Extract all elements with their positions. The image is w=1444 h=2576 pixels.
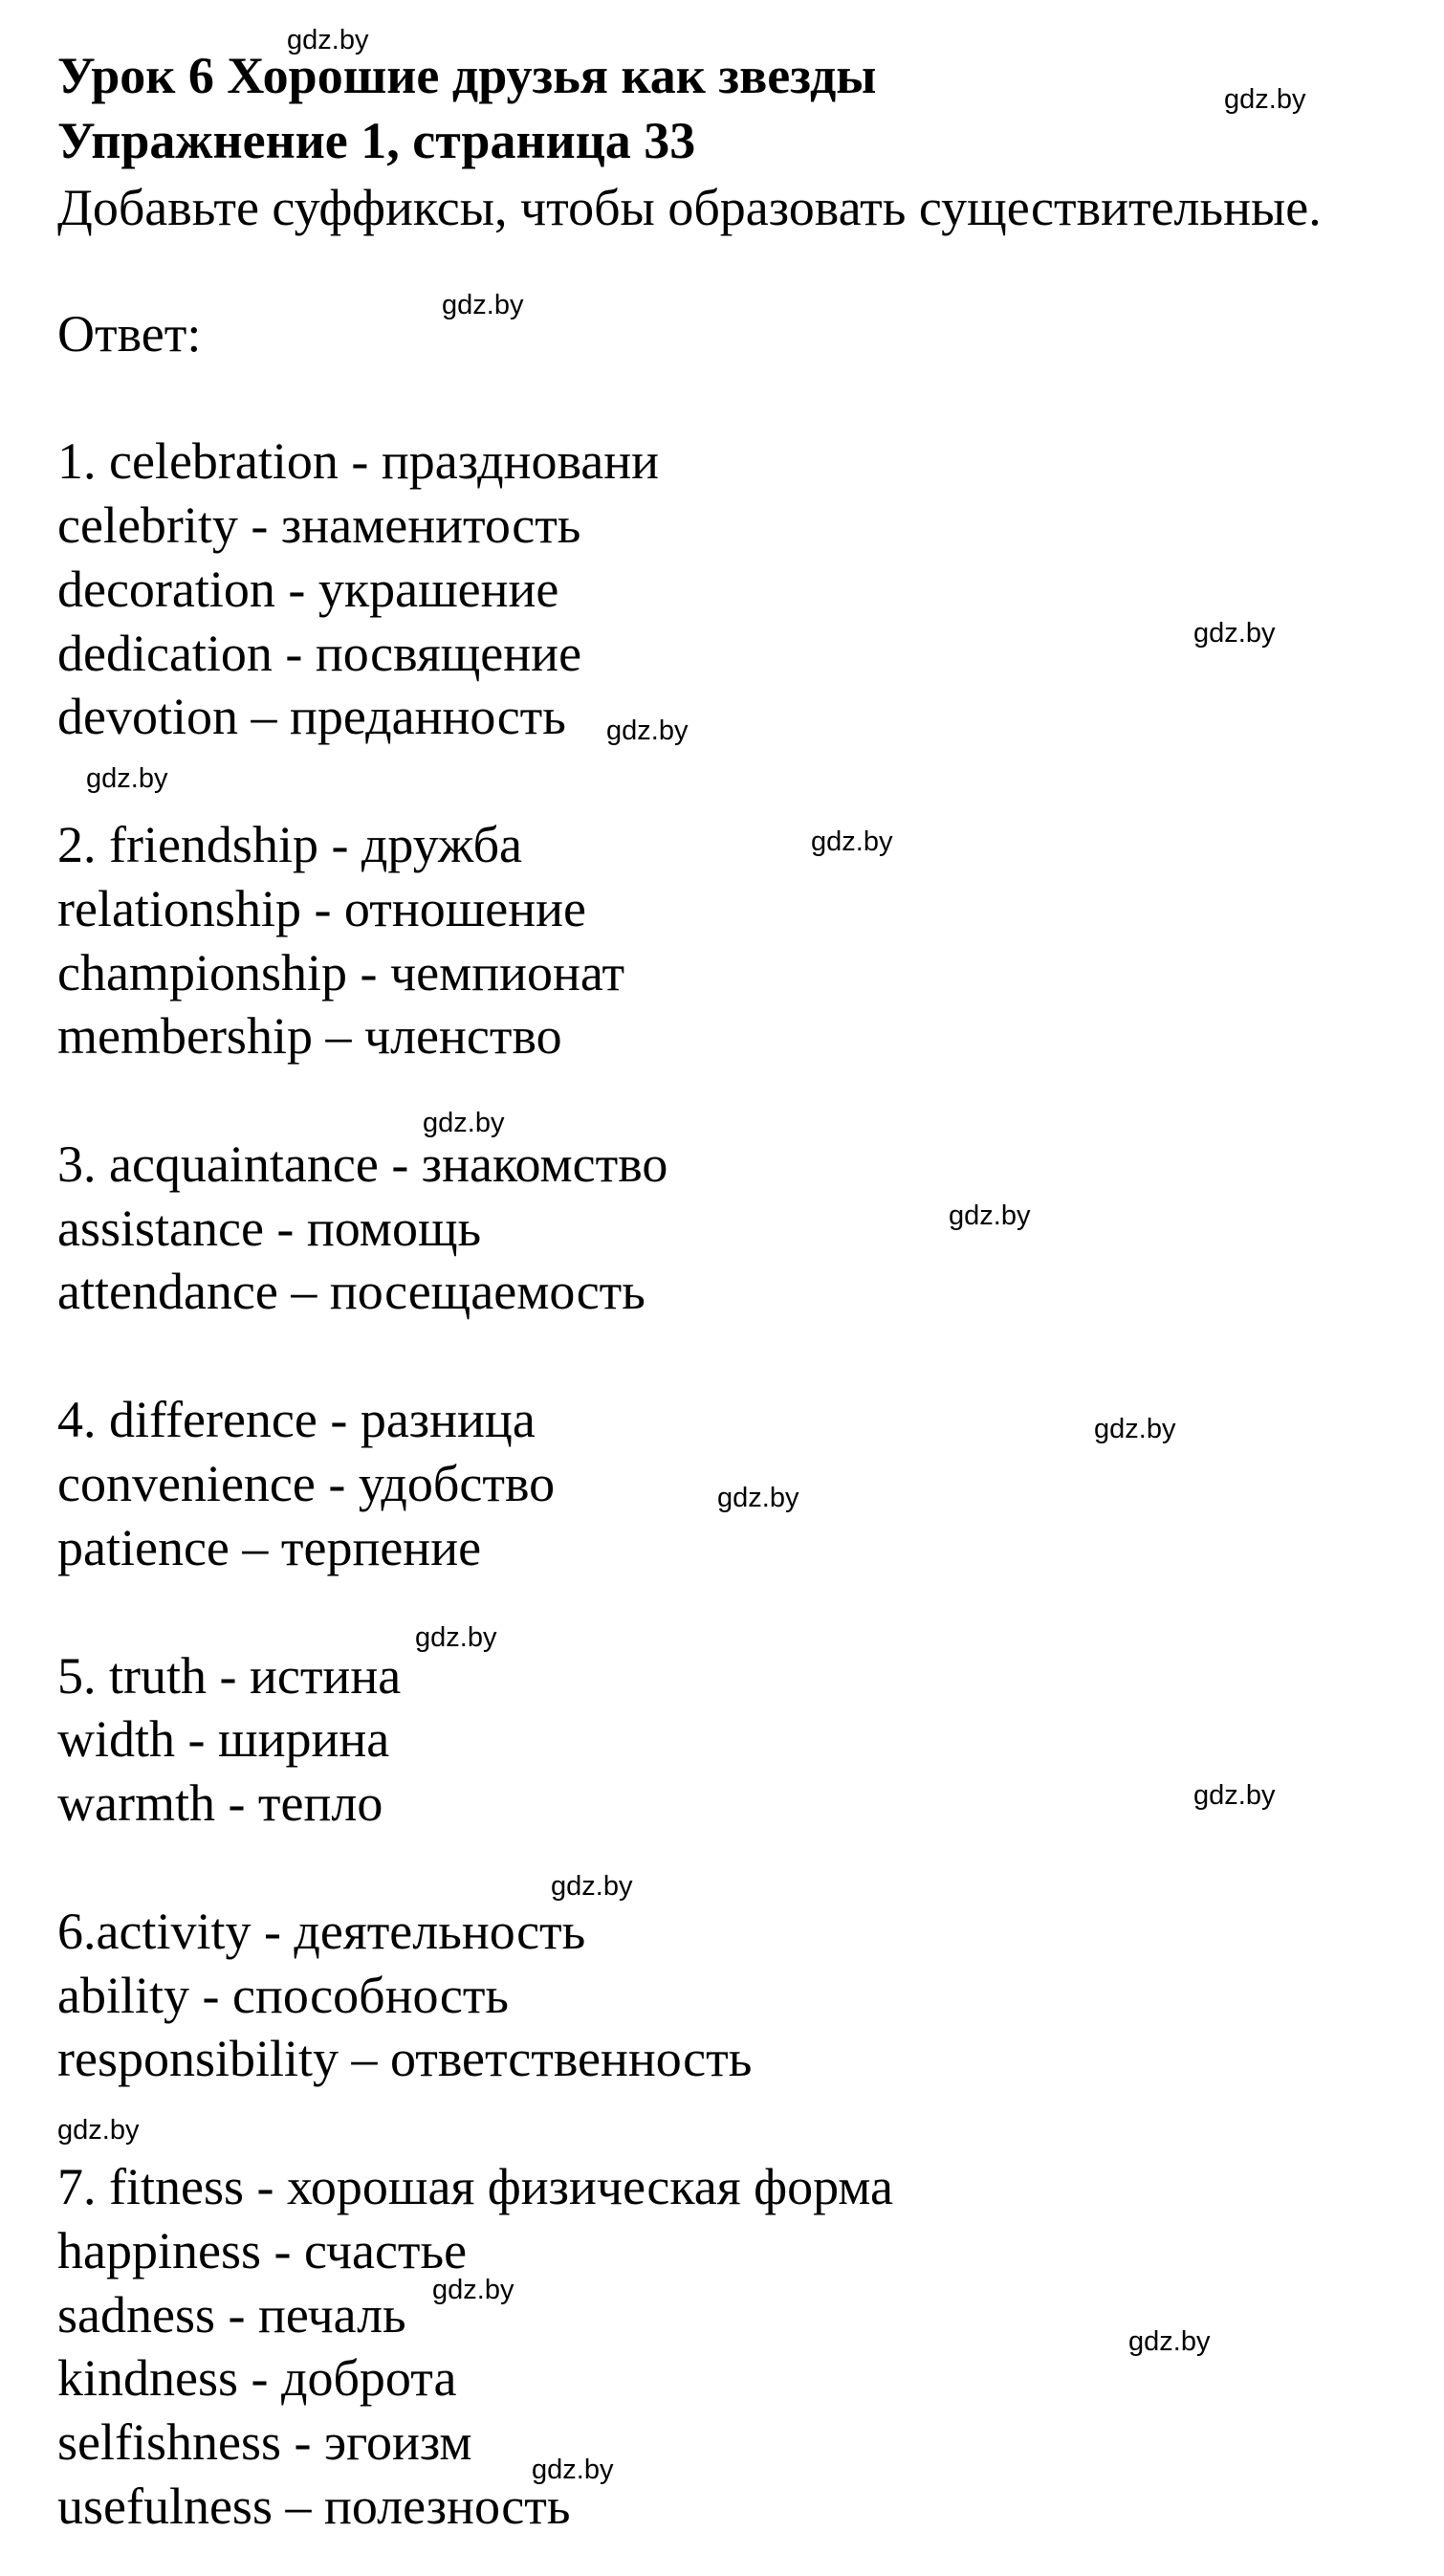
answer-line: 3. acquaintance - знакомство (57, 1135, 668, 1193)
answer-line: championship - чемпионат (57, 944, 625, 1002)
answer-line: 2. friendship - дружба (57, 816, 523, 873)
watermark: gdz.by (606, 716, 689, 746)
watermark: gdz.by (423, 1108, 505, 1138)
watermark: gdz.by (1128, 2326, 1211, 2357)
watermark: gdz.by (1224, 84, 1306, 115)
answer-line: relationship - отношение (57, 880, 587, 937)
answer-label: Ответ: (57, 305, 202, 363)
watermark: gdz.by (442, 290, 524, 320)
answer-line: attendance – посещаемость (57, 1263, 645, 1320)
answer-line: usefulness – полезность (57, 2477, 571, 2535)
watermark: gdz.by (949, 1200, 1031, 1231)
answer-line: ability - способность (57, 1967, 510, 2024)
answer-line: width - ширина (57, 1710, 390, 1768)
answer-line: membership – членство (57, 1007, 562, 1065)
answer-line: 7. fitness - хорошая физическая форма (57, 2158, 894, 2215)
answer-line: assistance - помощь (57, 1200, 482, 1257)
answer-line: warmth - тепло (57, 1774, 383, 1832)
exercise-title: Упражнение 1, страница 33 (57, 112, 696, 169)
watermark: gdz.by (86, 763, 168, 794)
answer-line: 1. celebration - праздновани (57, 432, 659, 490)
answer-line: sadness - печаль (57, 2286, 406, 2344)
watermark: gdz.by (415, 1622, 497, 1653)
answer-line: celebrity - знаменитость (57, 496, 581, 554)
answer-line: dedication - посвящение (57, 625, 582, 682)
answer-line: happiness - счастье (57, 2222, 468, 2279)
watermark: gdz.by (57, 2115, 140, 2146)
instruction-text: Добавьте суффиксы, чтобы образовать существительные. (57, 179, 1322, 236)
answer-line: 5. truth - истина (57, 1647, 402, 1705)
answer-line: 4. difference - разница (57, 1391, 536, 1448)
watermark: gdz.by (532, 2455, 614, 2485)
answer-line: convenience - удобство (57, 1455, 556, 1512)
watermark: gdz.by (811, 826, 893, 857)
answer-line: devotion – преданность (57, 688, 566, 745)
answer-line: decoration - украшение (57, 561, 559, 618)
watermark: gdz.by (1193, 618, 1276, 649)
watermark: gdz.by (432, 2275, 514, 2305)
answer-line: patience – терпение (57, 1519, 482, 1576)
answer-line: selfishness - эгоизм (57, 2413, 472, 2471)
lesson-title: Урок 6 Хорошие друзья как звезды (57, 47, 877, 104)
watermark: gdz.by (287, 25, 369, 55)
watermark: gdz.by (551, 1871, 633, 1902)
answer-line: 6.activity - деятельность (57, 1903, 586, 1960)
watermark: gdz.by (1094, 1414, 1176, 1444)
answer-line: responsibility – ответственность (57, 2030, 753, 2087)
answer-line: kindness - доброта (57, 2349, 457, 2407)
watermark: gdz.by (1193, 1780, 1276, 1811)
watermark: gdz.by (717, 1483, 799, 1513)
